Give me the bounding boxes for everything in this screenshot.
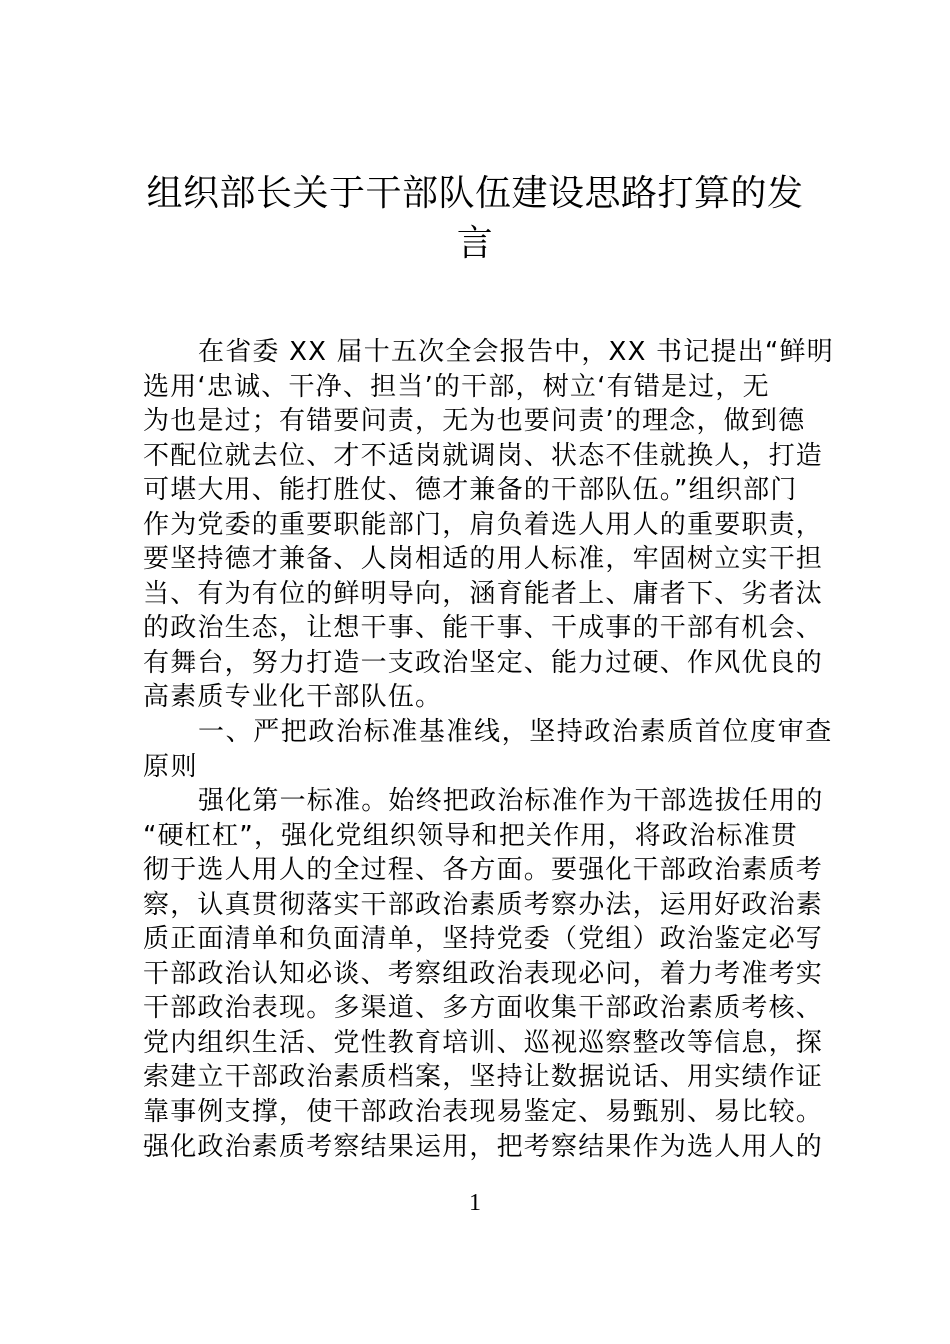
paragraph-line: 可堪大用、能打胜仗、德才兼备的干部队伍。”组织部门	[143, 475, 798, 506]
paragraph-line: 干部政治认知必谈、考察组政治表现必问，着力考准考实	[143, 958, 824, 989]
paragraph-line: “硬杠杠”，强化党组织领导和把关作用，将政治标准贯	[143, 820, 798, 851]
section-heading-line: 原则	[143, 751, 199, 782]
paragraph-line: 有舞台，努力打造一支政治坚定、能力过硬、作风优良的	[143, 647, 824, 678]
paragraph-line: 高素质专业化干部队伍。	[143, 682, 443, 713]
section-heading-line: 一、严把政治标准基准线，坚持政治素质首位度审查	[198, 717, 833, 748]
document-title-line-1: 组织部长关于干部队伍建设思路打算的发	[146, 173, 804, 214]
paragraph-line: 党内组织生活、党性教育培训、巡视巡察整改等信息，探	[143, 1027, 824, 1058]
paragraph-line: 强化政治素质考察结果运用，把考察结果作为选人用人的	[143, 1131, 824, 1162]
paragraph-line: 干部政治表现。多渠道、多方面收集干部政治素质考核、	[143, 993, 824, 1024]
document-title-line-2: 言	[456, 223, 494, 264]
paragraph-line: 作为党委的重要职能部门，肩负着选人用人的重要职责，	[143, 509, 824, 540]
paragraph-line: 为也是过；有错要问责，无为也要问责’的理念，做到德	[143, 406, 806, 437]
paragraph-line: 彻于选人用人的全过程、各方面。要强化干部政治素质考	[143, 855, 824, 886]
paragraph-line: 当、有为有位的鲜明导向，涵育能者上、庸者下、劣者汰	[143, 578, 824, 609]
paragraph-line: 察，认真贯彻落实干部政治素质考察办法，运用好政治素	[143, 889, 824, 920]
paragraph-line: 在省委 XX 届十五次全会报告中，XX 书记提出“鲜明	[198, 337, 834, 367]
paragraph-line: 质正面清单和负面清单，坚持党委（党组）政治鉴定必写	[143, 924, 824, 955]
paragraph-line: 要坚持德才兼备、人岗相适的用人标准，牢固树立实干担	[143, 544, 824, 575]
paragraph-line: 强化第一标准。始终把政治标准作为干部选拔任用的	[198, 786, 824, 817]
paragraph-line: 选用‘忠诚、干净、担当’的干部，树立‘有错是过，无	[143, 371, 770, 402]
document-body	[143, 335, 834, 1164]
paragraph-line: 索建立干部政治素质档案，坚持让数据说话、用实绩作证	[143, 1062, 824, 1093]
paragraph-line: 靠事例支撑，使干部政治表现易鉴定、易甄别、易比较。	[143, 1097, 824, 1128]
paragraph-line: 的政治生态，让想干事、能干事、干成事的干部有机会、	[143, 613, 824, 644]
page-number: 1	[469, 1190, 481, 1216]
paragraph-line: 不配位就去位、才不适岗就调岗、状态不佳就换人，打造	[143, 440, 824, 471]
